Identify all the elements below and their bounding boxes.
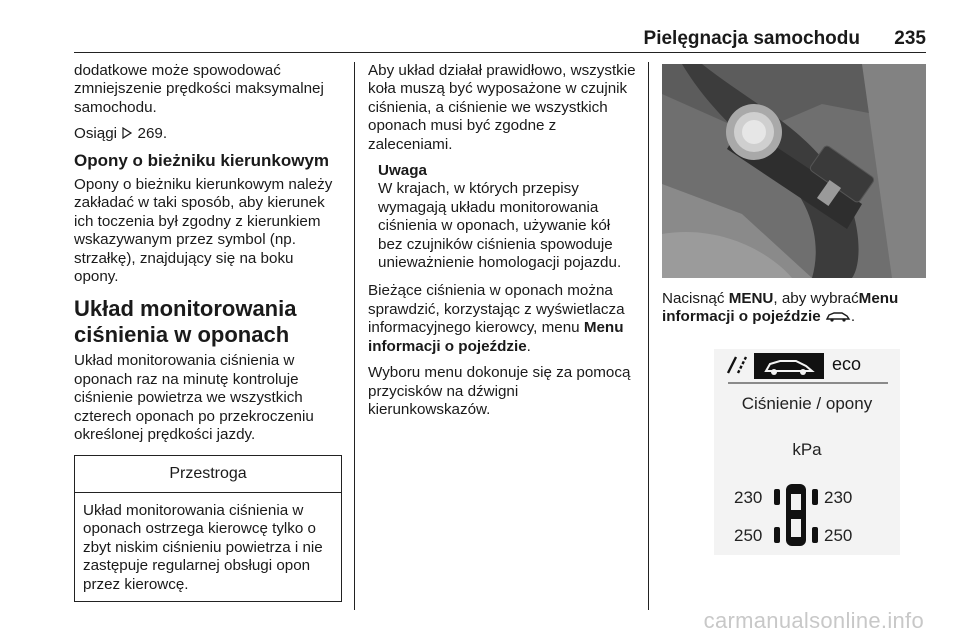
paragraph: Aby układ działał prawidłowo, wszystkie koła muszą być wyposażone w czujnik ciśnienia, a ciśnienie we wszystkich oponach musi być zgodne z zaleceniami.: [368, 62, 636, 153]
rear-left-pressure: 250: [734, 525, 763, 545]
front-right-pressure: 230: [824, 487, 853, 507]
warning-title: Przestroga: [75, 456, 341, 493]
display-title: Ciśnienie / opony: [741, 393, 873, 413]
paragraph: Opony o bieżniku kierunkowym należy zakładać w taki sposób, aby kierunek ich toczenia był zgodny z kierunkiem wskazywanym przez symbol (np. strzałkę), znajdujący się na boku opony.: [74, 176, 333, 286]
instruction-text: Nacisnąć: [662, 290, 729, 307]
car-info-icon: [825, 308, 851, 325]
column-left: [74, 62, 342, 602]
front-left-pressure: 230: [734, 487, 763, 507]
paragraph-text: .: [526, 337, 531, 355]
page-header: [74, 22, 926, 53]
watermark: carmanualsonline.info: [703, 608, 924, 633]
column-middle: [368, 62, 636, 427]
paragraph: dodatkowe może spowodować zmniejszenie prędkości maksymalnej samochodu.: [74, 62, 324, 116]
page-reference-link[interactable]: 269.: [137, 125, 168, 143]
column-divider: [648, 62, 649, 610]
heading-directional-tyres: Opony o bieżniku kierunkowym: [74, 150, 330, 170]
menu-button-label: MENU: [728, 290, 774, 307]
pressure-unit: kPa: [792, 439, 822, 459]
instruction: [662, 290, 926, 327]
reference-label: Osiągi: [74, 125, 122, 143]
column-divider: [354, 62, 355, 610]
warning-box: [74, 455, 342, 602]
page-reference-arrow-icon: [121, 125, 137, 142]
turn-signal-lever-photo: [662, 64, 926, 278]
instruction-text: .: [850, 308, 856, 326]
column-right: [662, 62, 926, 555]
section-title: Pielęgnacja samochodu: [643, 28, 860, 49]
menu-name: Menu informacji o pojeździe: [662, 290, 899, 326]
paragraph: Układ monitorowania ciśnienia w oponach raz na minutę kontroluje ciśnienie powietrza we wszystkich czterech oponach po przekroczeniu określonej prędkości jazdy.: [74, 352, 314, 444]
heading-tpms: Układ monitorowania ciśnienia w oponach: [74, 296, 297, 348]
eco-label: eco: [832, 353, 862, 374]
warning-body: Układ monitorowania ciśnienia w oponach ostrzega kierowcę tylko o zbyt niskim ciśnieniu powietrza i nie zastępuje regularnej obsługi opon przez kierowcę.: [83, 501, 323, 593]
paragraph-reference: [74, 125, 342, 143]
paragraph-text: Bieżące ciśnienia w oponach można sprawdzić, korzystając z wyświetlacza informacyjnego kierowcy, menu: [368, 282, 625, 337]
page-number: 235: [894, 28, 926, 49]
paragraph: [368, 282, 636, 356]
note-body: W krajach, w których przepisy wymagają układu monitorowania ciśnienia w oponach, używanie kół bez czujników ciśnienia spowoduje unieważnienie homologacji pojazdu.: [378, 180, 622, 272]
driver-info-display: [714, 349, 900, 555]
note-box: [378, 162, 636, 272]
car-tab-icon: [754, 353, 824, 379]
instruction-text: , aby wybrać: [773, 290, 859, 307]
paragraph: Wyboru menu dokonuje się za pomocą przycisków na dźwigni kierunkowskazów.: [368, 364, 631, 418]
note-label: Uwaga: [378, 162, 427, 180]
rear-right-pressure: 250: [824, 525, 853, 545]
menu-name: Menu informacji o pojeździe: [368, 319, 624, 355]
